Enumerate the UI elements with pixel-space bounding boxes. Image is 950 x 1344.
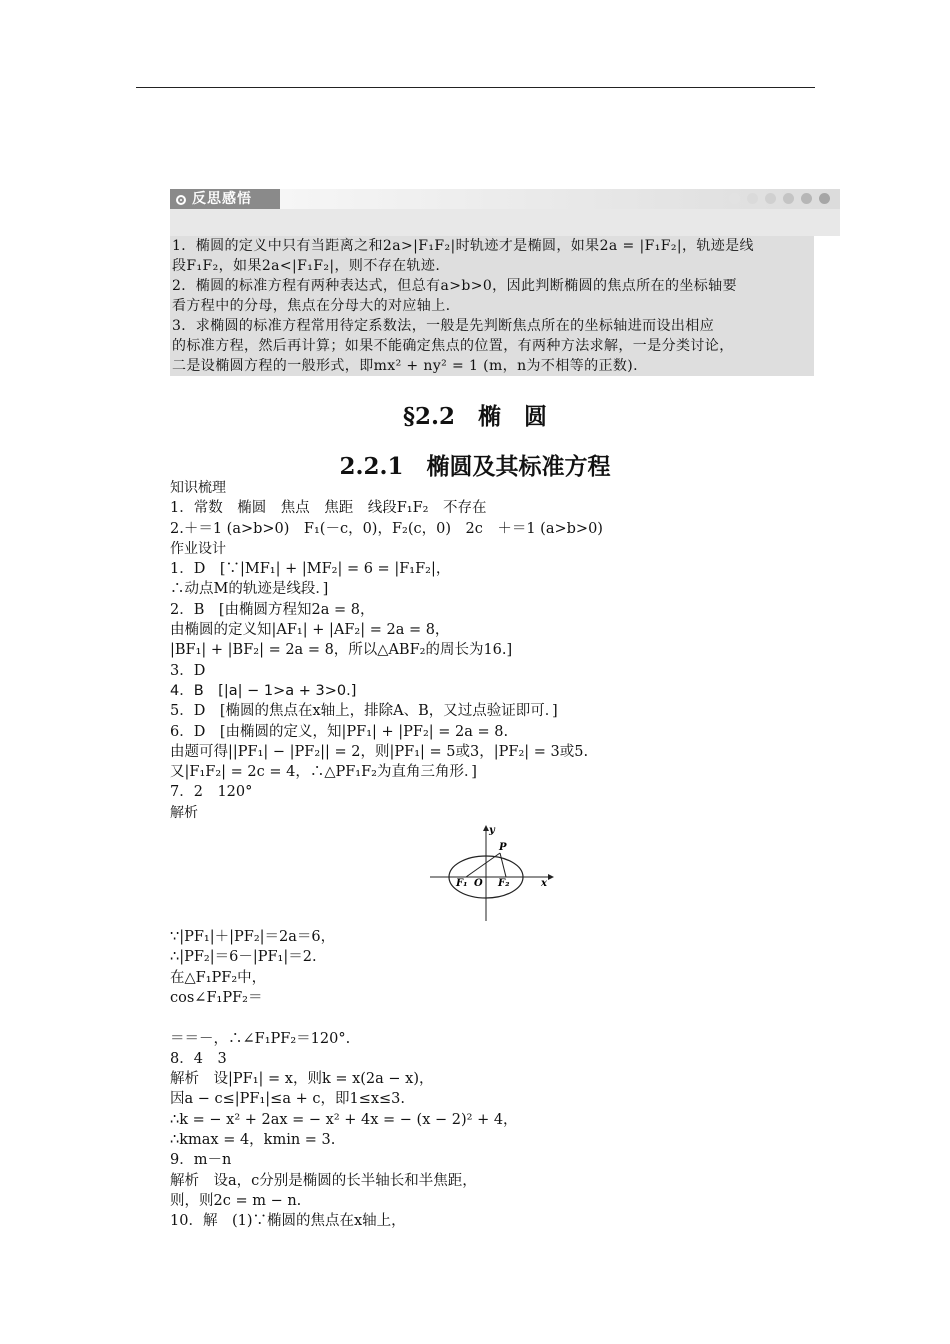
reflection-bar <box>280 189 840 209</box>
label-p: P <box>499 842 507 854</box>
knowledge-line: 2.＋＝1 (a>b>0) F₁(－c，0)，F₂(c，0) 2c ＋＝1 (a>b>0) <box>170 520 603 537</box>
answer-line: 9．m－n <box>170 1152 232 1169</box>
reflection-strip <box>170 209 840 236</box>
reflection-header <box>170 189 840 209</box>
ellipse-figure-row <box>170 823 830 927</box>
section-title: §2.2 椭 圆 <box>402 403 548 430</box>
analysis-label: 解析 <box>170 804 198 821</box>
dot-icon <box>783 193 794 204</box>
answer-line: 5．D [椭圆的焦点在x轴上，排除A、B，又过点验证即可．] <box>170 703 558 720</box>
segment-pf2 <box>500 853 506 877</box>
answer-line: 3．D <box>170 662 206 679</box>
solution-line: ∴|PF₂|＝6－|PF₁|＝2. <box>170 949 317 966</box>
answer-line: ∴kmax = 4，kmin = 3. <box>170 1132 336 1149</box>
header-rule <box>136 87 815 88</box>
label-x: x <box>541 878 547 890</box>
dot-icon <box>765 193 776 204</box>
reflection-heading: 反思感悟 <box>192 191 252 207</box>
answer-line: 由题可得||PF₁| − |PF₂|| = 2，则|PF₁| = 5或3，|PF₂| = 3或5. <box>170 743 589 760</box>
dot-icon <box>801 193 812 204</box>
answer-line: 又|F₁F₂| = 2c = 4，∴△PF₁F₂为直角三角形．] <box>170 764 477 781</box>
answer-line: 8．4 3 <box>170 1050 227 1067</box>
answer-line: 2．B [由椭圆方程知2a = 8， <box>170 601 375 618</box>
label-o: O <box>474 878 483 890</box>
reflection-line: 二是设椭圆方程的一般形式，即mx² + ny² = 1 (m，n为不相等的正数). <box>172 358 639 374</box>
answer-line: 则，则2c = m − n. <box>170 1192 302 1209</box>
answer-content <box>170 478 830 1232</box>
reflection-line: 3．求椭圆的标准方程常用待定系数法，一般是先判断焦点所在的坐标轴进而设出相应 <box>172 318 715 334</box>
answer-line: ∴k = − x² + 2ax = − x² + 4x = − (x − 2)² + 4， <box>170 1111 518 1128</box>
reflection-line: 的标准方程，然后再计算；如果不能确定焦点的位置，有两种方法求解，一是分类讨论， <box>172 338 734 354</box>
label-y: y <box>489 825 495 837</box>
answer-line: |BF₁| + |BF₂| = 2a = 8，所以△ABF₂的周长为16.] <box>170 642 513 659</box>
decorative-dots <box>729 193 830 204</box>
x-axis-arrow-icon <box>548 874 554 880</box>
reflection-line: 2．椭圆的标准方程有两种表达式，但总有a>b>0，因此判断椭圆的焦点所在的坐标轴要 <box>172 278 737 294</box>
answer-line: 1．D [∵|MF₁| + |MF₂| = 6 = |F₁F₂|， <box>170 561 451 578</box>
subsection-title: 2.2.1 椭圆及其标准方程 <box>339 453 611 480</box>
solution-line: 在△F₁PF₂中， <box>170 969 267 986</box>
reflection-line: 看方程中的分母，焦点在分母大的对应轴上. <box>172 298 451 314</box>
answer-line: 解析 设|PF₁| = x，则k = x(2a − x)， <box>170 1071 434 1088</box>
reflection-tab <box>170 189 280 209</box>
reflection-line: 段F₁F₂，如果2a<|F₁F₂|，则不存在轨迹. <box>172 258 441 274</box>
bullet-circle-icon <box>176 195 186 205</box>
label-f2: F₂ <box>498 878 510 890</box>
label-f1: F₁ <box>456 878 468 890</box>
answer-line: 7．2 120° <box>170 784 253 801</box>
reflection-line: 1．椭圆的定义中只有当距离之和2a>|F₁F₂|时轨迹才是椭圆，如果2a = |F₁F₂|，轨迹是线 <box>172 238 754 254</box>
ellipse-diagram <box>428 823 558 923</box>
dot-icon <box>819 193 830 204</box>
answer-line: 6．D [由椭圆的定义，知|PF₁| + |PF₂| = 2a = 8. <box>170 723 509 740</box>
knowledge-heading: 知识梳理 <box>170 480 226 496</box>
solution-line: cos∠F₁PF₂＝ <box>170 989 263 1006</box>
dot-icon <box>729 193 740 204</box>
answer-line: 4．B [|a| − 1>a + 3>0.] <box>170 682 357 699</box>
answer-line: 解析 设a，c分别是椭圆的长半轴长和半焦距， <box>170 1172 477 1189</box>
reflection-box <box>170 236 814 376</box>
answer-line: 因a − c≤|PF₁|≤a + c，即1≤x≤3. <box>170 1091 406 1108</box>
blank-line <box>170 1008 830 1028</box>
answer-line: ∴动点M的轨迹是线段．] <box>170 581 329 598</box>
solution-line: ＝＝－，∴∠F₁PF₂＝120°. <box>170 1030 351 1047</box>
homework-heading: 作业设计 <box>170 540 226 557</box>
answer-line: 由椭圆的定义知|AF₁| + |AF₂| = 2a = 8， <box>170 622 450 639</box>
answer-line: 10．解 (1)∵椭圆的焦点在x轴上， <box>170 1213 406 1230</box>
knowledge-line: 1．常数 椭圆 焦点 焦距 线段F₁F₂ 不存在 <box>170 500 487 517</box>
dot-icon <box>747 193 758 204</box>
solution-line: ∵|PF₁|＋|PF₂|＝2a＝6， <box>170 929 336 946</box>
